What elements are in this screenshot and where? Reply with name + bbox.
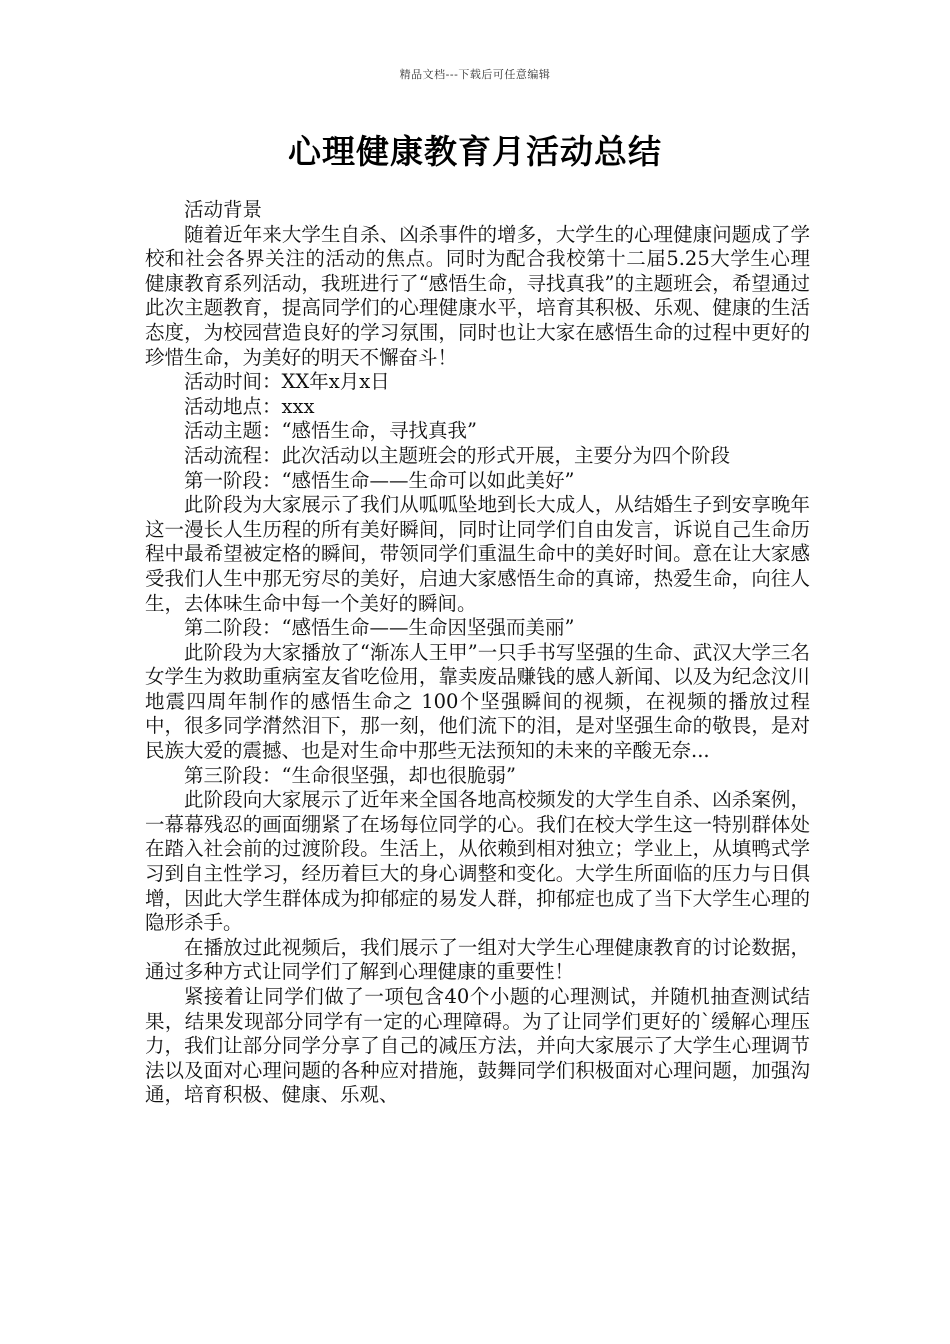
document-title: 心理健康教育月活动总结: [288, 132, 662, 171]
paragraph: 活动地点：xxx: [184, 394, 315, 418]
paragraph: 第三阶段：“生命很坚强，却也很脆弱”: [184, 763, 516, 787]
paragraph: 此阶段向大家展示了近年来全国各地高校频发的大学生自杀、凶杀案例，一幕幕残忍的画面绷紧了在场每位同学的心。我们在校大学生这一特别群体处在踏入社会前的过渡阶段。生活上，从依赖到相对独立；学业上，从填鸭式学习到自主性学习，经历着巨大的身心调整和变化。大学生所面临的压力与日俱增，因此大学生群体成为抑郁症的易发人群，抑郁症也成了当下大学生心理的隐形杀手。: [145, 788, 810, 935]
paragraph: 此阶段为大家展示了我们从呱呱坠地到长大成人，从结婚生子到安享晚年这一漫长人生历程的所有美好瞬间，同时让同学们自由发言，诉说自己生命历程中最希望被定格的瞬间，带领同学们重温生命中的美好时间。意在让大家感受我们人生中那无穷尽的美好，启迪大家感悟生命的真谛，热爱生命，向往人生，去体味生命中每一个美好的瞬间。: [145, 493, 810, 615]
paragraph: 在播放过此视频后，我们展示了一组对大学生心理健康教育的讨论数据，通过多种方式让同学们了解到心理健康的重要性！: [145, 935, 810, 984]
paragraph: 活动主题：“感悟生命，寻找真我”: [184, 419, 477, 443]
paragraph: 随着近年来大学生自杀、凶杀事件的增多，大学生的心理健康问题成了学校和社会各界关注的活动的焦点。同时为配合我校第十二届5.25大学生心理健康教育系列活动，我班进行了“感悟生命，寻找真我”的主题班会，希望通过此次主题教育，提高同学们的心理健康水平，培育其积极、乐观、健康的生活态度，为校园营造良好的学习氛围，同时也让大家在感悟生命的过程中更好的珍惜生命，为美好的明天不懈奋斗！: [145, 222, 810, 369]
paragraph: 第一阶段：“感悟生命——生命可以如此美好”: [184, 468, 575, 492]
paragraph: 活动背景: [184, 198, 263, 221]
paragraph: 紧接着让同学们做了一项包含40个小题的心理测试，并随机抽查测试结果，结果发现部分同学有一定的心理障碍。为了让同学们更好的`缓解心理压力，我们让部分同学分享了自己的减压方法，并向大家展示了大学生心理调节法以及面对心理问题的各种应对措施，鼓舞同学们积极面对心理问题，加强沟通，培育积极、健康、乐观、: [145, 985, 810, 1107]
paragraph: 第二阶段：“感悟生命——生命因坚强而美丽”: [184, 616, 575, 640]
paragraph: 此阶段为大家播放了“渐冻人王甲”一只手书写坚强的生命、武汉大学三名女学生为救助重病室友省吃俭用，靠卖废品赚钱的感人新闻、以及为纪念汶川地震四周年制作的感悟生命之 100个坚强瞬间的视频，在视频的播放过程中，很多同学潸然泪下，那一刻，他们流下的泪，是对坚强生命的敬畏，是对民族大爱的震撼、也是对生命中那些无法预知的未来的辛酸无奈...: [145, 640, 810, 763]
header-note: 精品文档---下载后可任意编辑: [399, 68, 551, 81]
paragraph: 活动时间：XX年x月x日: [184, 370, 390, 394]
document-body: [145, 198, 810, 1108]
paragraph: 活动流程：此次活动以主题班会的形式开展，主要分为四个阶段: [184, 443, 731, 467]
